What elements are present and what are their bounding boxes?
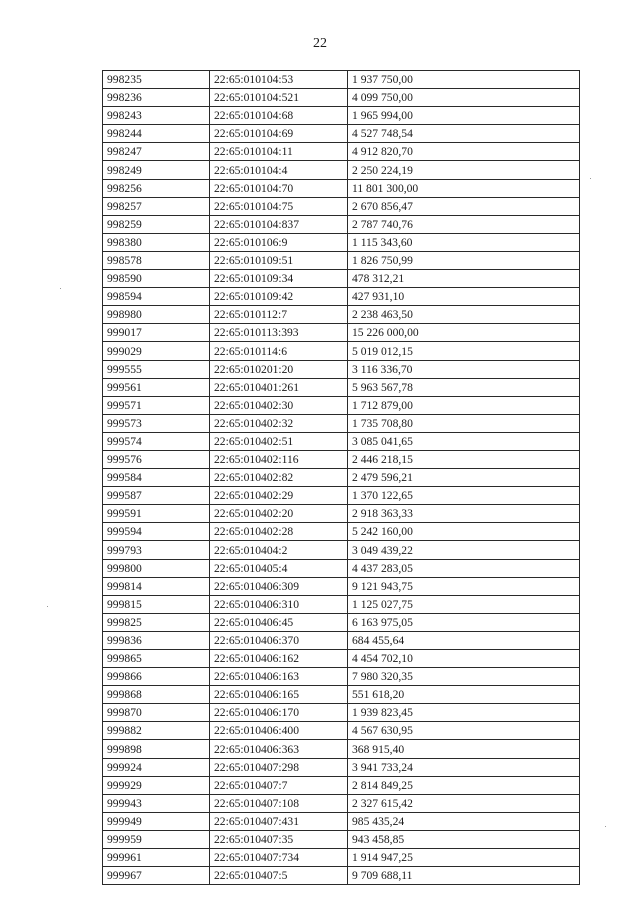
cadastral-value-cell: 11 801 300,00 <box>348 179 580 197</box>
table-row <box>103 541 580 559</box>
cadastral-value-cell: 15 226 000,00 <box>348 324 580 342</box>
table-row <box>103 812 580 830</box>
cadastral-number-cell: 22:65:010407:7 <box>210 776 348 794</box>
record-number-cell: 999866 <box>103 668 210 686</box>
cadastral-number-cell: 22:65:010406:370 <box>210 631 348 649</box>
cadastral-number-cell: 22:65:010407:35 <box>210 830 348 848</box>
cadastral-number-cell: 22:65:010407:734 <box>210 849 348 867</box>
cadastral-number-cell: 22:65:010104:70 <box>210 179 348 197</box>
table-row <box>103 396 580 414</box>
cadastral-number-cell: 22:65:010112:7 <box>210 306 348 324</box>
cadastral-number-cell: 22:65:010406:170 <box>210 704 348 722</box>
cadastral-number-cell: 22:65:010201:20 <box>210 360 348 378</box>
record-number-cell: 999587 <box>103 487 210 505</box>
table-row <box>103 595 580 613</box>
table-row <box>103 469 580 487</box>
cadastral-value-cell: 684 455,64 <box>348 631 580 649</box>
cadastral-value-cell: 1 826 750,99 <box>348 251 580 269</box>
cadastral-number-cell: 22:65:010407:431 <box>210 812 348 830</box>
cadastral-number-cell: 22:65:010407:108 <box>210 794 348 812</box>
cadastral-number-cell: 22:65:010406:400 <box>210 722 348 740</box>
record-number-cell: 999573 <box>103 414 210 432</box>
record-number-cell: 998259 <box>103 215 210 233</box>
table-body <box>103 71 580 885</box>
cadastral-number-cell: 22:65:010405:4 <box>210 559 348 577</box>
cadastral-number-cell: 22:65:010109:51 <box>210 251 348 269</box>
cadastral-number-cell: 22:65:010406:45 <box>210 613 348 631</box>
record-number-cell: 998256 <box>103 179 210 197</box>
record-number-cell: 999949 <box>103 812 210 830</box>
cadastral-value-cell: 5 963 567,78 <box>348 378 580 396</box>
cadastral-value-cell: 1 712 879,00 <box>348 396 580 414</box>
cadastral-number-cell: 22:65:010104:53 <box>210 71 348 89</box>
cadastral-number-cell: 22:65:010402:51 <box>210 432 348 450</box>
cadastral-value-cell: 2 327 615,42 <box>348 794 580 812</box>
table-row <box>103 288 580 306</box>
record-number-cell: 999836 <box>103 631 210 649</box>
table-row <box>103 830 580 848</box>
record-number-cell: 999574 <box>103 432 210 450</box>
record-number-cell: 999870 <box>103 704 210 722</box>
cadastral-value-cell: 2 787 740,76 <box>348 215 580 233</box>
cadastral-number-cell: 22:65:010406:363 <box>210 740 348 758</box>
record-number-cell: 999814 <box>103 577 210 595</box>
cadastral-value-cell: 3 049 439,22 <box>348 541 580 559</box>
cadastral-value-cell: 427 931,10 <box>348 288 580 306</box>
cadastral-value-cell: 4 437 283,05 <box>348 559 580 577</box>
record-number-cell: 999825 <box>103 613 210 631</box>
record-number-cell: 999576 <box>103 450 210 468</box>
page-number: 22 <box>313 36 327 51</box>
cadastral-number-cell: 22:65:010109:34 <box>210 270 348 288</box>
scan-speck <box>47 606 48 607</box>
cadastral-value-cell: 2 238 463,50 <box>348 306 580 324</box>
cadastral-number-cell: 22:65:010406:163 <box>210 668 348 686</box>
cadastral-value-cell: 2 918 363,33 <box>348 505 580 523</box>
cadastral-number-cell: 22:65:010104:11 <box>210 143 348 161</box>
table-row <box>103 704 580 722</box>
cadastral-number-cell: 22:65:010406:309 <box>210 577 348 595</box>
cadastral-number-cell: 22:65:010113:393 <box>210 324 348 342</box>
cadastral-number-cell: 22:65:010407:5 <box>210 867 348 885</box>
cadastral-value-cell: 9 709 688,11 <box>348 867 580 885</box>
cadastral-value-cell: 6 163 975,05 <box>348 613 580 631</box>
cadastral-value-cell: 1 939 823,45 <box>348 704 580 722</box>
cadastral-value-cell: 1 125 027,75 <box>348 595 580 613</box>
scan-speck <box>590 178 591 179</box>
record-number-cell: 999865 <box>103 650 210 668</box>
cadastral-number-cell: 22:65:010402:30 <box>210 396 348 414</box>
table-row <box>103 776 580 794</box>
table-row <box>103 306 580 324</box>
cadastral-number-cell: 22:65:010402:32 <box>210 414 348 432</box>
cadastral-number-cell: 22:65:010104:4 <box>210 161 348 179</box>
record-number-cell: 998247 <box>103 143 210 161</box>
table-row <box>103 215 580 233</box>
cadastral-value-cell: 478 312,21 <box>348 270 580 288</box>
cadastral-value-cell: 943 458,85 <box>348 830 580 848</box>
table-row <box>103 360 580 378</box>
record-number-cell: 998244 <box>103 125 210 143</box>
record-number-cell: 999793 <box>103 541 210 559</box>
cadastral-value-cell: 4 527 748,54 <box>348 125 580 143</box>
cadastral-number-cell: 22:65:010114:6 <box>210 342 348 360</box>
record-number-cell: 999943 <box>103 794 210 812</box>
record-number-cell: 999017 <box>103 324 210 342</box>
record-number-cell: 999868 <box>103 686 210 704</box>
cadastral-value-cell: 3 085 041,65 <box>348 432 580 450</box>
table-row <box>103 197 580 215</box>
record-number-cell: 999959 <box>103 830 210 848</box>
scan-speck <box>605 826 606 827</box>
cadastral-value-cell: 2 814 849,25 <box>348 776 580 794</box>
table-row <box>103 414 580 432</box>
record-number-cell: 999555 <box>103 360 210 378</box>
cadastral-value-cell: 5 242 160,00 <box>348 523 580 541</box>
table-row <box>103 523 580 541</box>
record-number-cell: 998257 <box>103 197 210 215</box>
table-row <box>103 686 580 704</box>
cadastral-value-cell: 368 915,40 <box>348 740 580 758</box>
table-row <box>103 233 580 251</box>
table-row <box>103 794 580 812</box>
cadastral-value-table <box>102 70 580 885</box>
record-number-cell: 999924 <box>103 758 210 776</box>
table-row <box>103 631 580 649</box>
cadastral-number-cell: 22:65:010104:75 <box>210 197 348 215</box>
cadastral-value-cell: 1 735 708,80 <box>348 414 580 432</box>
table-row <box>103 450 580 468</box>
record-number-cell: 999029 <box>103 342 210 360</box>
table-row <box>103 324 580 342</box>
table-row <box>103 432 580 450</box>
cadastral-value-cell: 9 121 943,75 <box>348 577 580 595</box>
cadastral-number-cell: 22:65:010106:9 <box>210 233 348 251</box>
record-number-cell: 998236 <box>103 89 210 107</box>
cadastral-number-cell: 22:65:010104:521 <box>210 89 348 107</box>
cadastral-value-cell: 4 567 630,95 <box>348 722 580 740</box>
cadastral-number-cell: 22:65:010406:165 <box>210 686 348 704</box>
record-number-cell: 998980 <box>103 306 210 324</box>
cadastral-number-cell: 22:65:010402:82 <box>210 469 348 487</box>
cadastral-value-cell: 1 115 343,60 <box>348 233 580 251</box>
cadastral-value-cell: 1 370 122,65 <box>348 487 580 505</box>
cadastral-number-cell: 22:65:010402:28 <box>210 523 348 541</box>
table-row <box>103 722 580 740</box>
table-row <box>103 71 580 89</box>
cadastral-value-cell: 3 941 733,24 <box>348 758 580 776</box>
record-number-cell: 999591 <box>103 505 210 523</box>
cadastral-value-cell: 4 454 702,10 <box>348 650 580 668</box>
cadastral-value-cell: 4 912 820,70 <box>348 143 580 161</box>
table-row <box>103 650 580 668</box>
record-number-cell: 998594 <box>103 288 210 306</box>
cadastral-number-cell: 22:65:010402:116 <box>210 450 348 468</box>
cadastral-number-cell: 22:65:010406:310 <box>210 595 348 613</box>
record-number-cell: 998243 <box>103 107 210 125</box>
table-row <box>103 161 580 179</box>
record-number-cell: 999800 <box>103 559 210 577</box>
cadastral-number-cell: 22:65:010104:69 <box>210 125 348 143</box>
table-row <box>103 849 580 867</box>
cadastral-number-cell: 22:65:010401:261 <box>210 378 348 396</box>
record-number-cell: 999594 <box>103 523 210 541</box>
table-row <box>103 740 580 758</box>
cadastral-number-cell: 22:65:010402:20 <box>210 505 348 523</box>
table-row <box>103 758 580 776</box>
cadastral-number-cell: 22:65:010402:29 <box>210 487 348 505</box>
record-number-cell: 999571 <box>103 396 210 414</box>
cadastral-value-cell: 2 446 218,15 <box>348 450 580 468</box>
cadastral-value-cell: 1 937 750,00 <box>348 71 580 89</box>
table-row <box>103 378 580 396</box>
record-number-cell: 999898 <box>103 740 210 758</box>
cadastral-value-cell: 7 980 320,35 <box>348 668 580 686</box>
cadastral-value-cell: 5 019 012,15 <box>348 342 580 360</box>
record-number-cell: 999929 <box>103 776 210 794</box>
cadastral-number-cell: 22:65:010109:42 <box>210 288 348 306</box>
table-row <box>103 179 580 197</box>
cadastral-number-cell: 22:65:010406:162 <box>210 650 348 668</box>
table-row <box>103 505 580 523</box>
cadastral-number-cell: 22:65:010104:837 <box>210 215 348 233</box>
table-row <box>103 613 580 631</box>
record-number-cell: 999882 <box>103 722 210 740</box>
table-row <box>103 107 580 125</box>
record-number-cell: 998249 <box>103 161 210 179</box>
cadastral-number-cell: 22:65:010104:68 <box>210 107 348 125</box>
record-number-cell: 999967 <box>103 867 210 885</box>
record-number-cell: 999584 <box>103 469 210 487</box>
table-row <box>103 867 580 885</box>
cadastral-value-cell: 1 965 994,00 <box>348 107 580 125</box>
cadastral-value-cell: 2 250 224,19 <box>348 161 580 179</box>
table-row <box>103 270 580 288</box>
cadastral-number-cell: 22:65:010404:2 <box>210 541 348 559</box>
table-row <box>103 143 580 161</box>
record-number-cell: 999561 <box>103 378 210 396</box>
record-number-cell: 998380 <box>103 233 210 251</box>
scan-speck <box>60 288 61 289</box>
record-number-cell: 998578 <box>103 251 210 269</box>
record-number-cell: 998590 <box>103 270 210 288</box>
table-row <box>103 668 580 686</box>
cadastral-value-cell: 2 479 596,21 <box>348 469 580 487</box>
cadastral-number-cell: 22:65:010407:298 <box>210 758 348 776</box>
table-row <box>103 577 580 595</box>
cadastral-value-cell: 985 435,24 <box>348 812 580 830</box>
record-number-cell: 999961 <box>103 849 210 867</box>
cadastral-value-cell: 1 914 947,25 <box>348 849 580 867</box>
cadastral-value-cell: 2 670 856,47 <box>348 197 580 215</box>
table-row <box>103 251 580 269</box>
record-number-cell: 999815 <box>103 595 210 613</box>
table-row <box>103 125 580 143</box>
record-number-cell: 998235 <box>103 71 210 89</box>
table-row <box>103 487 580 505</box>
cadastral-value-cell: 4 099 750,00 <box>348 89 580 107</box>
cadastral-value-cell: 551 618,20 <box>348 686 580 704</box>
cadastral-value-cell: 3 116 336,70 <box>348 360 580 378</box>
table-row <box>103 559 580 577</box>
table-row <box>103 89 580 107</box>
table-row <box>103 342 580 360</box>
